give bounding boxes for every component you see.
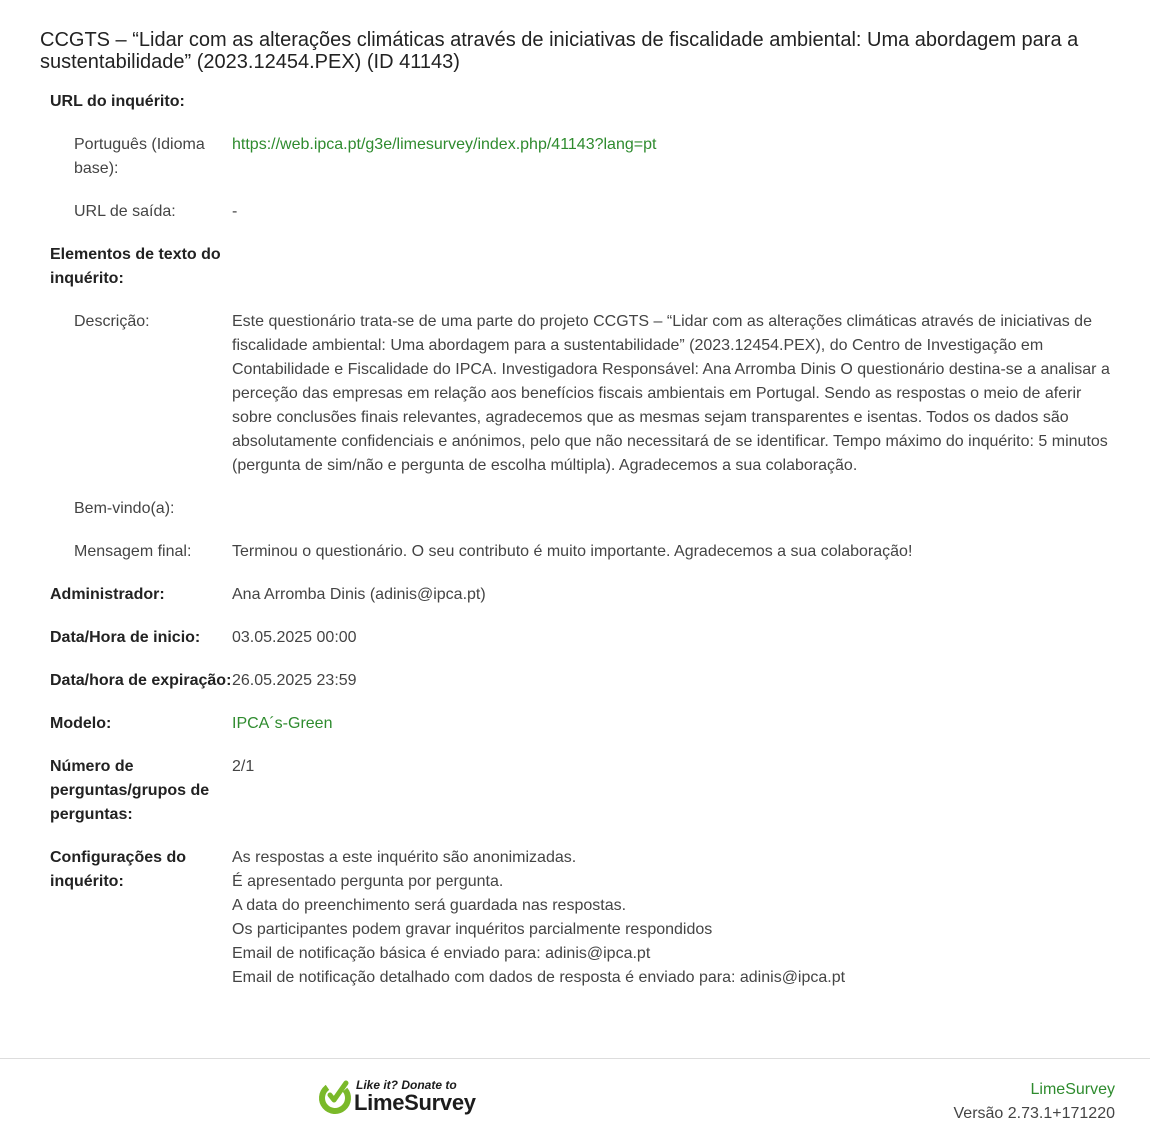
start-date-value: 03.05.2025 00:00	[232, 629, 357, 646]
version-text: Versão 2.73.1+171220	[953, 1105, 1115, 1122]
question-count-label: Número de perguntas/grupos de perguntas:	[50, 758, 210, 823]
description-value: Este questionário trata-se de uma parte do projeto CCGTS – “Lidar com as alterações climáticas através de iniciativas de fiscalidade ambiental: Uma abordagem para a sustentabilidade” (2023.12454.PEX), do Centro de Investigação em Contabilidade e Fiscalidade do IPCA. Investigadora Responsável: Ana Arromba Dinis O questionário destina-se a analisar a perceção das empresas em relação aos benefícios fiscais ambientais em Portugal. Sendo as respostas o meio de aferir sobre conclusões finais relevantes, agradecemos que as mesmas sejam transparentes e isentas. Todos os dados são absolutamente confidenciais e anónimos, pelo que não necessitará de se identificar. Tempo máximo do inquérito: 5 minutos (pergunta de sim/não e pergunta de escolha múltipla). Agradecemos a sua colaboração.	[232, 313, 1110, 474]
footer-version-block	[954, 1078, 1115, 1126]
text-section-row	[38, 243, 1120, 310]
description-label: Descrição:	[74, 313, 150, 330]
exit-url-value: -	[232, 203, 238, 220]
config-label: Configurações do inquérito:	[50, 849, 187, 890]
welcome-value	[232, 497, 1120, 540]
url-lang-value-cell	[232, 133, 1120, 200]
config-row	[38, 846, 1120, 1009]
end-message-value: Terminou o questionário. O seu contributo é muito importante. Agradecemos a sua colaboração!	[232, 543, 913, 560]
question-count-row	[38, 755, 1120, 846]
url-section-row	[38, 90, 1120, 133]
url-section-label: URL do inquérito:	[50, 93, 185, 110]
admin-value: Ana Arromba Dinis (adinis@ipca.pt)	[232, 586, 486, 603]
expiry-date-row	[38, 669, 1120, 712]
text-section-label: Elementos de texto do inquérito:	[50, 246, 221, 287]
welcome-label: Bem-vindo(a):	[74, 500, 175, 517]
admin-row	[38, 583, 1120, 626]
welcome-row	[38, 497, 1120, 540]
template-value-cell	[232, 712, 1120, 755]
config-line: Email de notificação básica é enviado para: adinis@ipca.pt	[232, 945, 651, 962]
page-title: CCGTS – “Lidar com as alterações climáticas através de iniciativas de fiscalidade ambiental: Uma abordagem para a sustentabilidade” (2023.12454.PEX) (ID 41143)	[40, 29, 1079, 73]
exit-url-row	[38, 200, 1120, 243]
config-line: As respostas a este inquérito são anonimizadas.	[232, 849, 577, 866]
template-row	[38, 712, 1120, 755]
limesurvey-logo-icon	[318, 1075, 352, 1117]
donate-brand: LimeSurvey	[354, 1090, 476, 1115]
end-message-label: Mensagem final:	[74, 543, 192, 560]
url-lang-row	[38, 133, 1120, 200]
config-line: É apresentado pergunta por pergunta.	[232, 873, 504, 890]
admin-label: Administrador:	[50, 586, 165, 603]
exit-url-label: URL de saída:	[74, 203, 176, 220]
footer-divider	[0, 1058, 1150, 1059]
template-label: Modelo:	[50, 715, 112, 732]
end-message-row	[38, 540, 1120, 583]
config-line: A data do preenchimento será guardada nas respostas.	[232, 897, 627, 914]
start-date-label: Data/Hora de inicio:	[50, 629, 201, 646]
question-count-value: 2/1	[232, 758, 255, 775]
expiry-date-label: Data/hora de expiração:	[50, 672, 232, 689]
expiry-date-value: 26.05.2025 23:59	[232, 672, 357, 689]
config-line: Email de notificação detalhado com dados de resposta é enviado para: adinis@ipca.pt	[232, 969, 846, 986]
start-date-row	[38, 626, 1120, 669]
description-row	[38, 310, 1120, 497]
donate-tagline: Like it? Donate to	[356, 1078, 457, 1092]
url-lang-label: Português (Idioma base):	[74, 136, 205, 177]
survey-details-table	[38, 90, 1120, 1009]
config-line: Os participantes podem gravar inquéritos parcialmente respondidos	[232, 921, 713, 938]
limesurvey-link[interactable]: LimeSurvey	[1030, 1081, 1115, 1098]
config-values	[232, 846, 1120, 1009]
donate-button[interactable]	[318, 1075, 478, 1117]
survey-url-link[interactable]: https://web.ipca.pt/g3e/limesurvey/index.php/41143?lang=pt	[232, 136, 657, 153]
template-link[interactable]: IPCA´s-Green	[232, 715, 333, 732]
